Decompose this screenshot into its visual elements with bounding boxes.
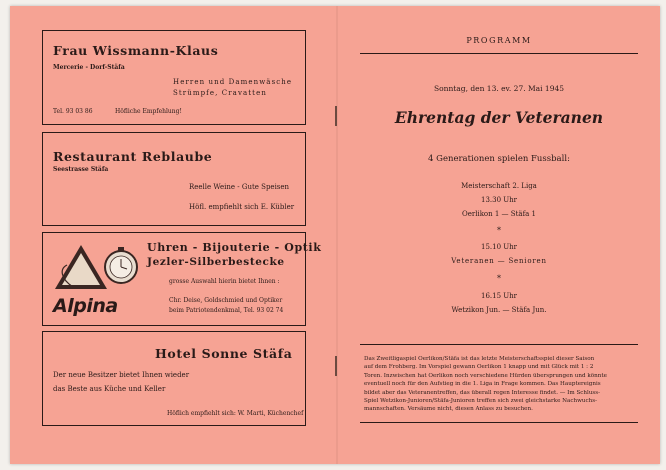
- ad-jezler-line3: beim Patriotendenkmal, Tel. 93 02 74: [169, 307, 284, 314]
- ad-sonne: [42, 331, 306, 426]
- separator-2: *: [497, 274, 501, 283]
- ad-reblaube: [42, 132, 306, 226]
- ad-jezler-title: Uhren - Bijouterie - Optik: [147, 241, 322, 254]
- program-page: [338, 6, 660, 464]
- game-3-time: 16.15 Uhr: [480, 292, 518, 300]
- ad-wissmann-note: Höfliche Empfehlung!: [115, 108, 182, 115]
- ad-reblaube-subtitle: Seestrasse Stäfa: [53, 166, 109, 173]
- ad-wissmann-line1: Herren und Damenwäsche: [173, 78, 293, 86]
- description-line: Spiel Wetzikon-Junioren/Stäfa-Junioren treffen sich zwei gleichstarke Nachwuchs-: [364, 398, 598, 405]
- rule-bottom: [360, 422, 638, 423]
- ad-wissmann-line2: Strümpfe, Cravatten: [173, 89, 267, 97]
- ad-reblaube-line1: Reelle Weine - Gute Speisen: [189, 183, 290, 191]
- description-line: Das Zweitligaspiel Oerlikon/Stäfa ist das letzte Meisterschaftsspiel dieser Saison: [364, 356, 595, 362]
- staple-top: [335, 106, 337, 126]
- game-1-label: Meisterschaft 2. Liga: [461, 182, 537, 190]
- ad-wissmann-title: Frau Wissmann-Klaus: [53, 43, 219, 58]
- separator-1: *: [497, 226, 501, 235]
- program-title: Ehrentag der Veteranen: [394, 108, 604, 127]
- ad-reblaube-title: Restaurant Reblaube: [53, 149, 213, 164]
- ad-sonne-note: Höflich empfiehlt sich: W. Marti, Küchenchef: [167, 410, 304, 417]
- ad-jezler-subtitle: Jezler-Silberbestecke: [147, 256, 285, 268]
- program-sheet: [10, 6, 660, 464]
- program-description: [364, 355, 636, 414]
- ad-wissmann: [42, 30, 306, 125]
- ad-sonne-line1: Der neue Besitzer bietet Ihnen wieder: [53, 371, 190, 379]
- ad-wissmann-subtitle: Mercerie - Dorf-Stäfa: [53, 64, 125, 71]
- rule-middle: [360, 344, 638, 345]
- alpina-logo: Alpina: [53, 295, 118, 317]
- staple-bottom: [335, 356, 337, 376]
- ad-sonne-line2: das Beste aus Küche und Keller: [53, 385, 166, 393]
- ad-reblaube-line2: Höfl. empfiehlt sich E. Kübler: [189, 203, 295, 211]
- ad-sonne-title: Hotel Sonne Stäfa: [155, 346, 293, 361]
- game-3-match: Wetzikon Jun. — Stäfa Jun.: [451, 306, 547, 314]
- rule-top: [360, 53, 638, 54]
- ad-wissmann-phone: Tel. 93 03 86: [53, 108, 93, 115]
- ad-jezler-line2: Chr. Deise, Goldschmied und Optiker: [169, 297, 283, 304]
- description-line: bildet aber das Veteranentreffen, das überall regen Interesse findet. — Im Schluss-: [364, 389, 601, 396]
- game-2-time: 15.10 Uhr: [480, 243, 518, 251]
- program-subtitle: 4 Generationen spielen Fussball:: [428, 154, 570, 164]
- program-date: Sonntag, den 13. ev. 27. Mai 1945: [433, 84, 565, 93]
- program-heading: PROGRAMM: [466, 36, 532, 45]
- ad-jezler-line1: grosse Auswahl hierin bietet Ihnen :: [169, 278, 280, 285]
- description-line: Toren. Inzwischen hat Oerlikon noch verschiedene Hürden übersprungen und könnte: [364, 372, 607, 379]
- description-line: mannschaften. Versäume nicht, diesen Anlass zu besuchen.: [364, 406, 533, 413]
- game-1-time: 13.30 Uhr: [480, 196, 518, 204]
- game-1-match: Oerlikon 1 — Stäfa 1: [461, 210, 537, 218]
- description-line: eventuell noch für den Aufstieg in die 1. Liga in Frage kommen. Das Hauptereignis: [364, 381, 601, 388]
- pocket-watch-icon: [51, 239, 141, 295]
- description-line: auf dem Frohberg. Im Vorspiel gewann Oerlikon 1 knapp und mit Glück mit 1 : 2: [364, 364, 594, 371]
- ad-jezler: [42, 232, 322, 326]
- game-2-match: Veteranen — Senioren: [451, 257, 547, 265]
